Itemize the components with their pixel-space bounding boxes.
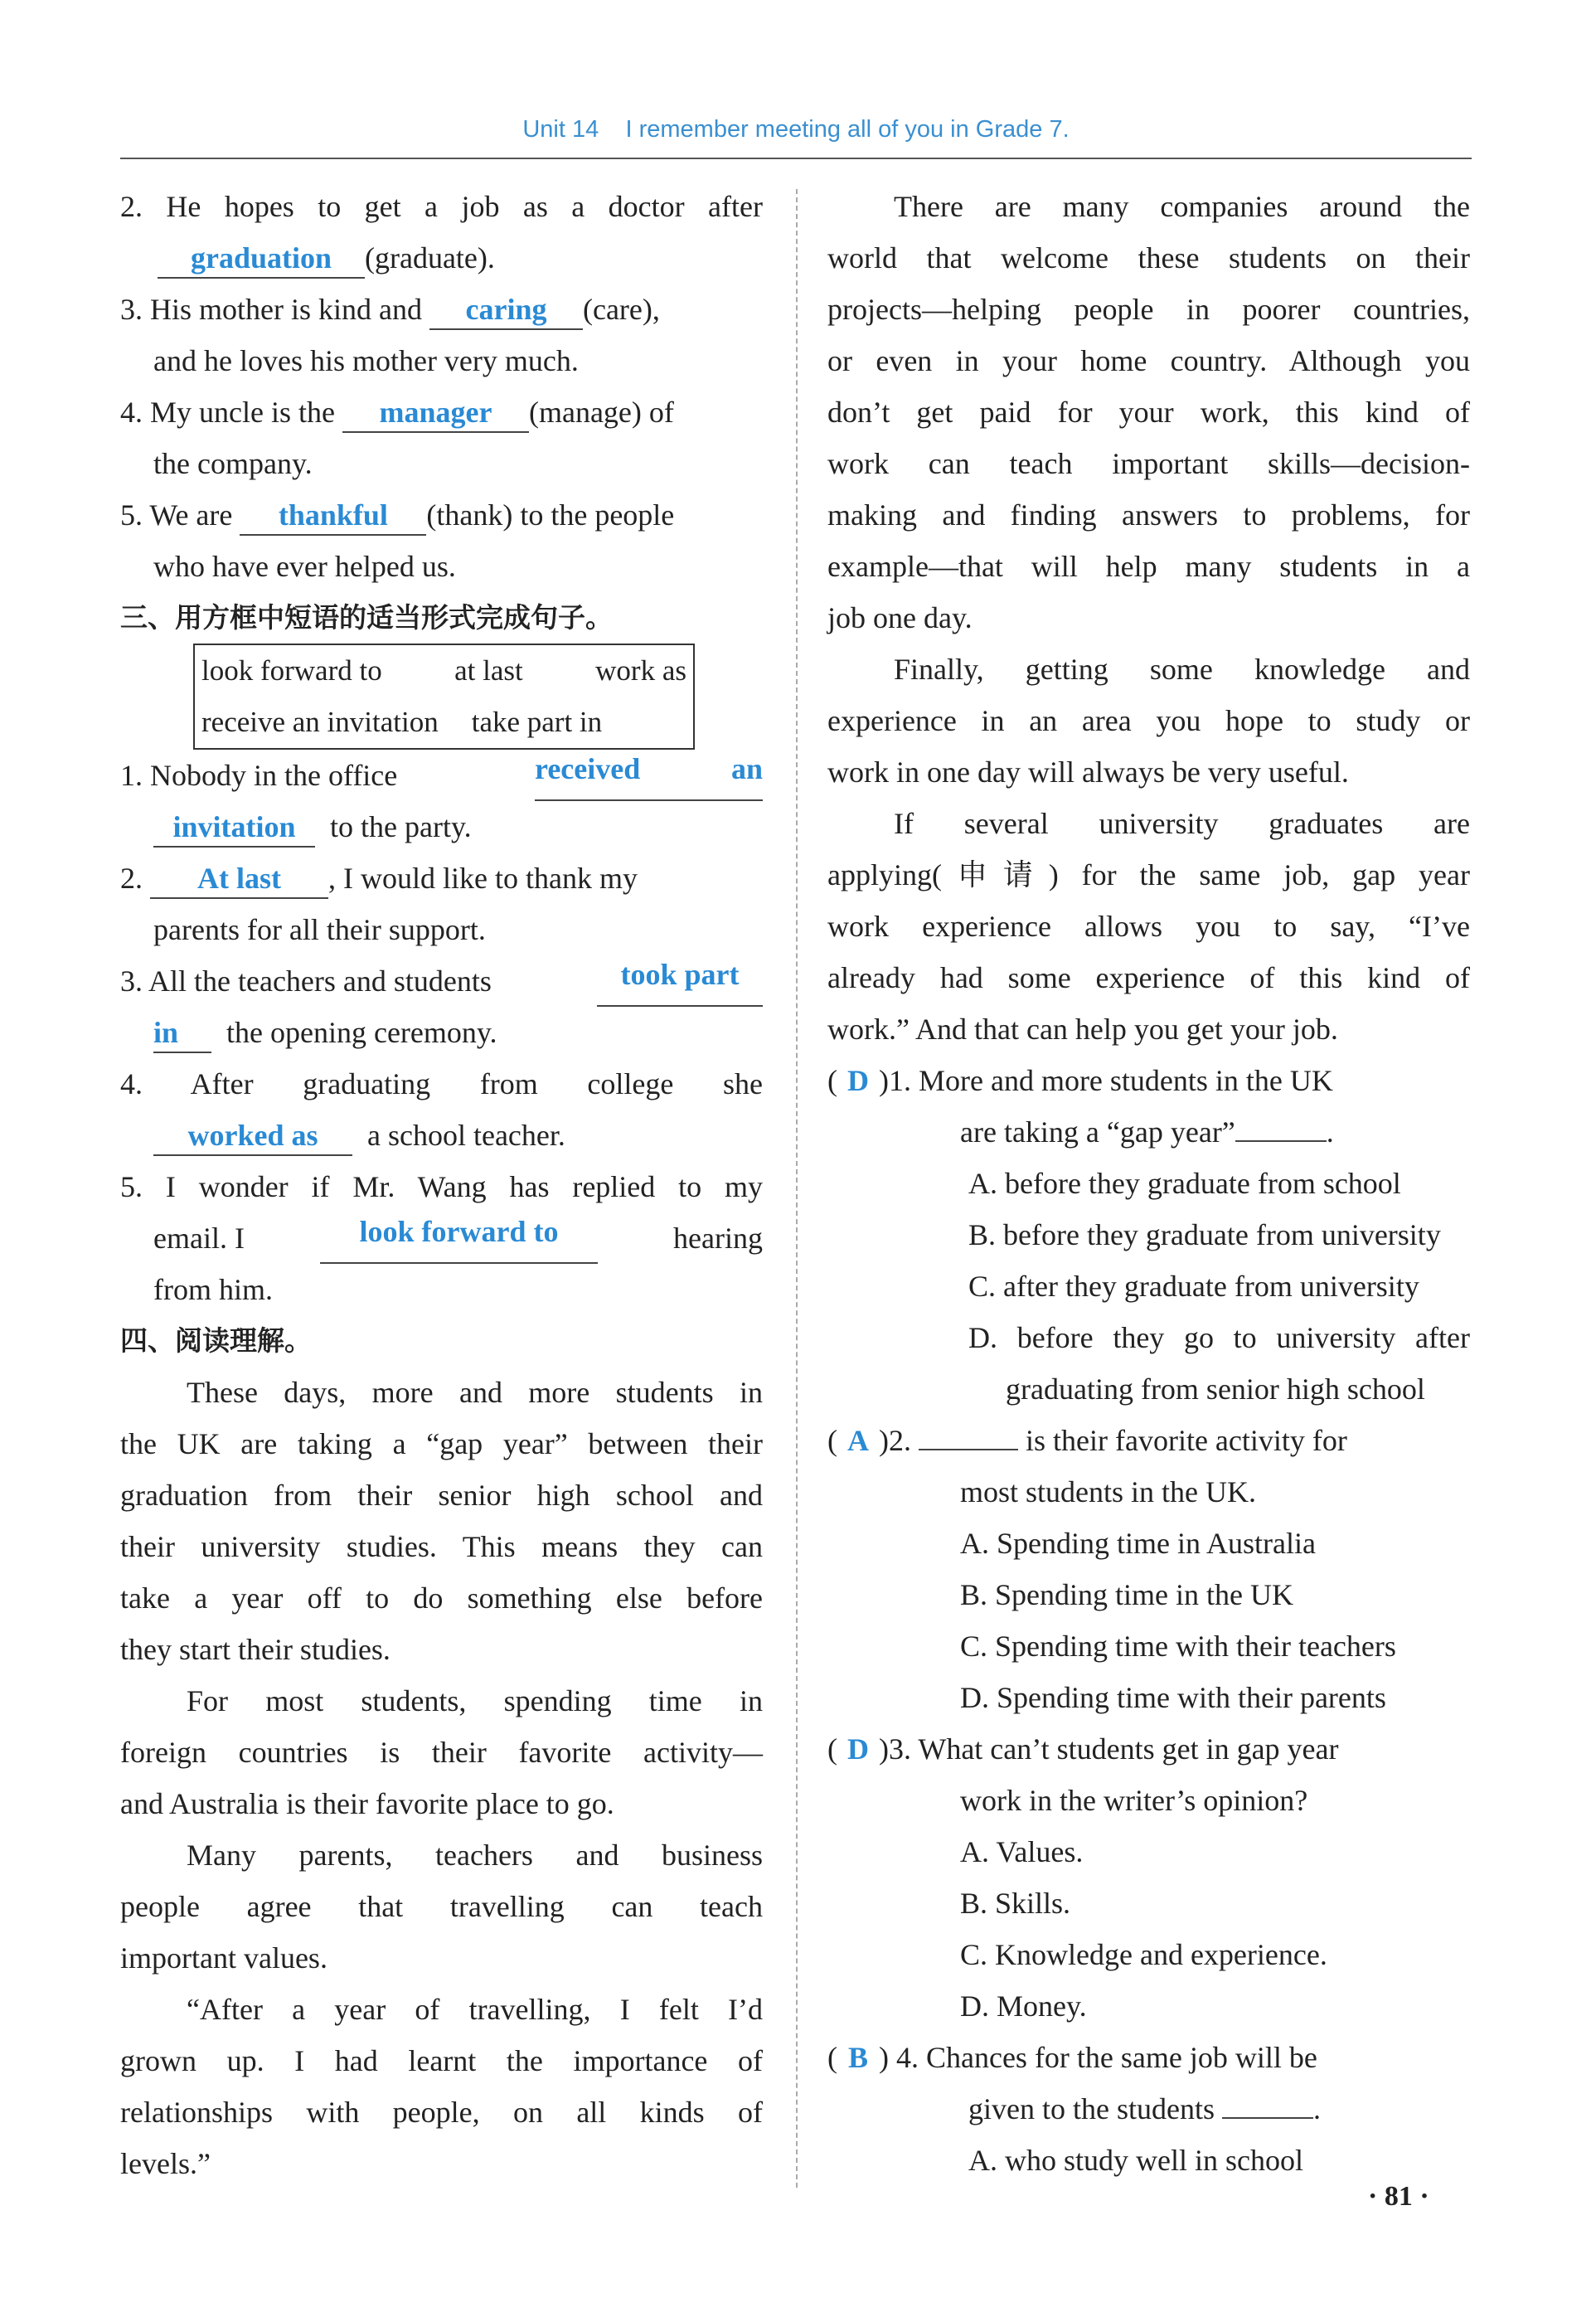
answer-q4: B (847, 2041, 868, 2074)
reading-passage-left: These days, more and more students in the UK are taking a “gap year” between their graduation from their senior high school and their university studies. This means they can take a year off to do something else before they start their studies. For most students, spending time in foreign countries is their favorite activity— and Australia is their favorite place to go. Many parents, teachers and business people agree that travelling can teach important values. “After a year of travelling, I felt I’d grown up. I had learnt the importance of relationships with people, on all kinds of levels.” (120, 1376, 763, 2180)
section-3-title: 三、用方框中短语的适当形式完成句子。 (120, 601, 613, 634)
phrase-box: look forward to at last work as receive an invitation take part in (193, 644, 695, 750)
answer-caring: caring (429, 290, 583, 330)
s3-q3: 3. All the teachers and students took part (120, 955, 763, 1007)
answer-manager: manager (342, 393, 529, 433)
s3-q5: 5. I wonder if Mr. Wang has replied to my (120, 1170, 763, 1203)
question-4: ( B ) 4. Chances for the same job will be given to the students . A. who study well in school (827, 2032, 1470, 2186)
page-number: · 81 · (1368, 2181, 1429, 2212)
s3-q2: 2. At last , I would like to thank my (120, 853, 763, 904)
answer-q3: D (847, 1732, 869, 1766)
fill-item-3: 3. His mother is kind and caring (care), (120, 284, 763, 335)
s3-q4: 4. After graduating from college she (120, 1067, 763, 1100)
answer-thankful: thankful (240, 496, 426, 536)
s3-q1: 1. Nobody in the office received an (120, 750, 763, 801)
unit-title: I remember meeting all of you in Grade 7. (625, 116, 1070, 143)
left-column: 2. He hopes to get a job as a doctor after graduation (graduate). 3. His mother is kind and caring (care), and he loves his mother very much. 4. My uncle is the manager (manage) of the company. 5. We are thankful (thank) to the people who have ever helped us. 三、用方框中短语的适当形式完成句子。 look forward to at last work as receive an invitation take part in 1. Nobody in the office received an invitation to the party. 2. At last , I would like to thank my parents for all their support. 3. All the teachers and students took part in the opening ceremony. 4. After graduating from college she worked as a school teacher. 5. I wonder if Mr. Wang has replied to my email. I look forward to hearing from him. 四、阅读理解。 These days, more and more students in the UK are taking a “gap year” between their graduation from their senior high school and their university studies. This means they can take a year off to do something else before they start their studies. For most students, spending time in foreign countries is their favorite activity— and Australia is their favorite place to go. Many parents, teachers and business people agree that travelling can teach important values. “After a year of travelling, I felt I’d grown up. I had learnt the importance of relationships with people, on all kinds of levels.” (120, 181, 763, 2189)
fill-item-2: 2. He hopes to get a job as a doctor after (120, 190, 763, 223)
answer-q2: A (847, 1424, 869, 1457)
fill-item-4: 4. My uncle is the manager (manage) of (120, 386, 763, 438)
page-header (120, 116, 1472, 143)
column-divider (796, 189, 798, 2188)
question-3: ( D )3. What can’t students get in gap year work in the writer’s opinion? A. Values. B. Skills. C. Knowledge and experience. D. Money. (827, 1723, 1470, 2032)
unit-label: Unit 14 (522, 116, 599, 143)
right-column (827, 181, 1470, 2186)
fill-item-5: 5. We are thankful (thank) to the people (120, 489, 763, 541)
header-divider (120, 158, 1472, 159)
reading-passage-right: There are many companies around the world that welcome these students on their projects—helping people in poorer countries, or even in your home country. Although you don’t get paid for your work, this kind of work can teach important skills—decision- making and finding answers to problems, for example—that will help many students in a job one day. Finally, getting some knowledge and experience in an area you hope to study or work in one day will always be very useful. If several university graduates are applying(申请) for the same job, gap year work experience allows you to say, “I’ve already had some experience of this kind of work.” And that can help you get your job. (827, 190, 1470, 1046)
section-4-title: 四、阅读理解。 (120, 1324, 312, 1357)
question-2: ( A )2. is their favorite activity for most students in the UK. A. Spending time in Australia B. Spending time in the UK C. Spending time with their teachers D. Spending time with their parents (827, 1415, 1470, 1723)
question-1: ( D )1. More and more students in the UK are taking a “gap year” . A. before they graduate from school B. before they graduate from university C. after they graduate from university D. before they go to university after graduating from senior high school (827, 1055, 1470, 1415)
answer-graduation: graduation (158, 239, 365, 279)
answer-q1: D (847, 1064, 869, 1097)
